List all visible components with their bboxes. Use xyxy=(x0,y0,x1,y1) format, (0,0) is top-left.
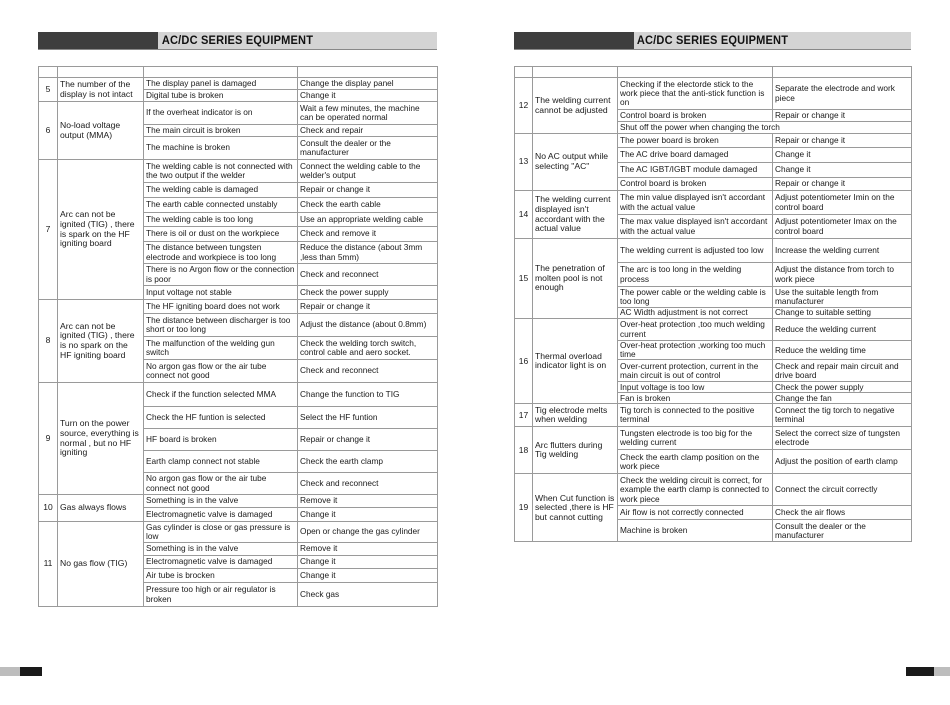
remedy-cell: Use the suitable length from manufacturer xyxy=(773,287,912,308)
remedy-cell: Change the function to TIG xyxy=(298,383,438,407)
remedy-cell: Open or change the gas cylinder xyxy=(298,522,438,543)
remedy-cell: Check the earth cable xyxy=(298,198,438,213)
fault-description-cell: When Cut function is selected ,there is HF but cannot cutting xyxy=(533,474,618,542)
fault-description-cell: No-load voltage output (MMA) xyxy=(58,102,144,160)
remedy-cell: Adjust potentiometer Imax on the control board xyxy=(773,215,912,239)
cause-cell: Something is in the valve xyxy=(144,495,298,508)
remedy-cell: Adjust the distance (about 0.8mm) xyxy=(298,314,438,337)
cause-cell: HF board is broken xyxy=(144,429,298,451)
remedy-cell: Increase the welding current xyxy=(773,239,912,263)
footer-right-block xyxy=(906,667,934,676)
remedy-cell: Check and repair main circuit and drive board xyxy=(773,360,912,382)
fault-number-cell: 12 xyxy=(515,78,533,134)
header-spacer-row xyxy=(39,67,438,78)
fault-description-cell: Tig electrode melts when welding xyxy=(533,404,618,427)
cause-cell: The HF igniting board does not work xyxy=(144,300,298,314)
footer-left-block xyxy=(20,667,42,676)
remedy-cell: Adjust the distance from torch to work piece xyxy=(773,263,912,287)
remedy-cell: Connect the welding cable to the welder's output xyxy=(298,160,438,183)
remedy-cell: Check the power supply xyxy=(298,286,438,300)
remedy-cell: Check the power supply xyxy=(773,382,912,393)
fault-number-cell: 16 xyxy=(515,319,533,404)
table-row xyxy=(515,239,912,263)
empty-header-cell xyxy=(515,67,533,78)
remedy-cell: Change it xyxy=(773,148,912,163)
remedy-cell: Change it xyxy=(298,556,438,569)
cause-cell: Checking if the electorde stick to the work piece that the anti-stick function is on xyxy=(618,78,773,110)
table-row xyxy=(39,522,438,543)
cause-cell: Electromagnetic valve is damaged xyxy=(144,556,298,569)
fault-description-cell: Turn on the power source, everything is normal , but no HF igniting xyxy=(58,383,144,495)
remedy-cell: Reduce the welding time xyxy=(773,341,912,360)
cause-cell: Earth clamp connect not stable xyxy=(144,451,298,473)
empty-header-cell xyxy=(618,67,773,78)
remedy-cell: Select the HF funtion xyxy=(298,407,438,429)
cause-cell: Check the welding circuit is correct, for example the earth clamp is connected to work piece xyxy=(618,474,773,506)
fault-description-cell: The welding current cannot be adjusted xyxy=(533,78,618,134)
cause-cell: Air flow is not correctly connected xyxy=(618,506,773,520)
cause-cell: Input voltage not stable xyxy=(144,286,298,300)
cause-cell: Digital tube is broken xyxy=(144,90,298,102)
remedy-cell: Select the correct size of tungsten electrode xyxy=(773,427,912,450)
cause-cell: The distance between tungsten electrode and workpiece is too long xyxy=(144,242,298,264)
fault-number-cell: 8 xyxy=(39,300,58,383)
footer-left-stripe xyxy=(0,667,20,676)
cause-cell: The welding cable is damaged xyxy=(144,183,298,198)
cause-cell: The arc is too long in the welding process xyxy=(618,263,773,287)
remedy-cell: Remove it xyxy=(298,495,438,508)
table-row xyxy=(515,78,912,110)
remedy-cell: Separate the electrode and work piece xyxy=(773,78,912,110)
remedy-cell: Change the display panel xyxy=(298,78,438,90)
remedy-cell: Change it xyxy=(773,163,912,178)
cause-cell: Tungsten electrode is too big for the welding current xyxy=(618,427,773,450)
empty-header-cell xyxy=(144,67,298,78)
empty-header-cell xyxy=(298,67,438,78)
cause-cell: The malfunction of the welding gun switch xyxy=(144,337,298,360)
remedy-cell: Repair or change it xyxy=(773,110,912,122)
fault-number-cell: 19 xyxy=(515,474,533,542)
fault-number-cell: 5 xyxy=(39,78,58,102)
remedy-cell: Change it xyxy=(298,90,438,102)
cause-cell: The power board is broken xyxy=(618,134,773,148)
cause-cell: Pressure too high or air regulator is broken xyxy=(144,583,298,607)
cause-cell: The welding cable is not connected with the two output if the welder xyxy=(144,160,298,183)
fault-description-cell: Thermal overload indicator light is on xyxy=(533,319,618,404)
empty-header-cell xyxy=(39,67,58,78)
cause-cell: Check if the function selected MMA xyxy=(144,383,298,407)
table-row xyxy=(39,495,438,508)
fault-number-cell: 13 xyxy=(515,134,533,191)
cause-cell: Machine is broken xyxy=(618,520,773,542)
remedy-cell: Repair or change it xyxy=(298,183,438,198)
cause-cell: There is oil or dust on the workpiece xyxy=(144,227,298,242)
fault-description-cell: Arc can not be ignited (TIG) , there is spark on the HF igniting board xyxy=(58,160,144,300)
cause-cell: The welding cable is too long xyxy=(144,213,298,227)
fault-number-cell: 15 xyxy=(515,239,533,319)
remedy-cell: Change the fan xyxy=(773,393,912,404)
cause-cell: The min value displayed isn't accordant with the actual value xyxy=(618,191,773,215)
cause-cell: If the overheat indicator is on xyxy=(144,102,298,125)
remedy-cell: Check and reconnect xyxy=(298,473,438,495)
fault-number-cell: 18 xyxy=(515,427,533,474)
remedy-cell: Check and remove it xyxy=(298,227,438,242)
right-troubleshooting-table xyxy=(514,66,912,542)
merged-note-cell: Shut off the power when changing the torch xyxy=(618,122,912,134)
cause-cell: The machine is broken xyxy=(144,137,298,160)
cause-cell: Control board is broken xyxy=(618,110,773,122)
cause-cell: The max value displayed isn't accordant with the actual value xyxy=(618,215,773,239)
table-row xyxy=(39,383,438,407)
cause-cell: Control board is broken xyxy=(618,178,773,191)
fault-number-cell: 7 xyxy=(39,160,58,300)
table-row xyxy=(39,78,438,90)
cause-cell: Something is in the valve xyxy=(144,543,298,556)
remedy-cell: Repair or change it xyxy=(298,300,438,314)
cause-cell: No argon gas flow or the air tube connect not good xyxy=(144,473,298,495)
empty-header-cell xyxy=(58,67,144,78)
fault-number-cell: 14 xyxy=(515,191,533,239)
table-row xyxy=(39,300,438,314)
cause-cell: Electromagnetic valve is damaged xyxy=(144,508,298,522)
fault-description-cell: Arc can not be ignited (TIG) , there is no spark on the HF igniting board xyxy=(58,300,144,383)
fault-description-cell: The penetration of molten pool is not enough xyxy=(533,239,618,319)
table-row xyxy=(515,474,912,506)
right-header-bar xyxy=(514,32,911,50)
cause-cell: Check the HF funtion is selected xyxy=(144,407,298,429)
left-header-title: AC/DC SERIES EQUIPMENT xyxy=(161,33,314,47)
fault-number-cell: 10 xyxy=(39,495,58,522)
remedy-cell: Change it xyxy=(298,569,438,583)
header-spacer-row xyxy=(515,67,912,78)
cause-cell: Over-current protection, current in the main circuit is out of control xyxy=(618,360,773,382)
remedy-cell: Remove it xyxy=(298,543,438,556)
fault-description-cell: The welding current displayed isn't accordant with the actual value xyxy=(533,191,618,239)
cause-cell: The main circuit is broken xyxy=(144,125,298,137)
remedy-cell: Repair or change it xyxy=(298,429,438,451)
remedy-cell: Adjust potentiometer Imin on the control board xyxy=(773,191,912,215)
footer-right-stripe xyxy=(934,667,950,676)
remedy-cell: Check and reconnect xyxy=(298,264,438,286)
empty-header-cell xyxy=(773,67,912,78)
cause-cell: AC Width adjustment is not correct xyxy=(618,308,773,319)
cause-cell: Fan is broken xyxy=(618,393,773,404)
fault-number-cell: 6 xyxy=(39,102,58,160)
remedy-cell: Consult the dealer or the manufacturer xyxy=(773,520,912,542)
cause-cell: There is no Argon flow or the connection is poor xyxy=(144,264,298,286)
table-row xyxy=(515,134,912,148)
remedy-cell: Repair or change it xyxy=(773,178,912,191)
cause-cell: The distance between discharger is too short or too long xyxy=(144,314,298,337)
cause-cell: The welding current is adjusted too low xyxy=(618,239,773,263)
remedy-cell: Repair or change it xyxy=(773,134,912,148)
cause-cell: The AC drive board damaged xyxy=(618,148,773,163)
remedy-cell: Adjust the position of earth clamp xyxy=(773,450,912,474)
remedy-cell: Reduce the distance (about 3mm ,less than 5mm) xyxy=(298,242,438,264)
remedy-cell: Connect the circuit correctly xyxy=(773,474,912,506)
remedy-cell: Reduce the welding current xyxy=(773,319,912,341)
remedy-cell: Connect the tig torch to negative terminal xyxy=(773,404,912,427)
fault-description-cell: Gas always flows xyxy=(58,495,144,522)
cause-cell: The display panel is damaged xyxy=(144,78,298,90)
fault-number-cell: 9 xyxy=(39,383,58,495)
remedy-cell: Check the earth clamp xyxy=(298,451,438,473)
cause-cell: No argon gas flow or the air tube connect not good xyxy=(144,360,298,383)
table-row xyxy=(515,319,912,341)
table-row xyxy=(39,160,438,183)
left-header-bar xyxy=(38,32,437,50)
remedy-cell: Consult the dealer or the manufacturer xyxy=(298,137,438,160)
cause-cell: Input voltage is too low xyxy=(618,382,773,393)
fault-description-cell: No gas flow (TIG) xyxy=(58,522,144,607)
cause-cell: Check the earth clamp position on the work piece xyxy=(618,450,773,474)
cause-cell: Over-heat protection ,too much welding current xyxy=(618,319,773,341)
remedy-cell: Change to suitable setting xyxy=(773,308,912,319)
remedy-cell: Check the welding torch switch, control cable and aero socket. xyxy=(298,337,438,360)
fault-description-cell: Arc flutters during Tig welding xyxy=(533,427,618,474)
cause-cell: Air tube is brocken xyxy=(144,569,298,583)
cause-cell: Over-heat protection ,working too much time xyxy=(618,341,773,360)
remedy-cell: Use an appropriate welding cable xyxy=(298,213,438,227)
table-row xyxy=(39,102,438,125)
fault-description-cell: No AC output while selecting "AC" xyxy=(533,134,618,191)
cause-cell: The AC IGBT/IGBT module damaged xyxy=(618,163,773,178)
fault-number-cell: 17 xyxy=(515,404,533,427)
empty-header-cell xyxy=(533,67,618,78)
cause-cell: The power cable or the welding cable is too long xyxy=(618,287,773,308)
left-troubleshooting-table xyxy=(38,66,438,607)
table-row xyxy=(515,191,912,215)
cause-cell: Gas cylinder is close or gas pressure is low xyxy=(144,522,298,543)
fault-description-cell: The number of the display is not intact xyxy=(58,78,144,102)
remedy-cell: Check and reconnect xyxy=(298,360,438,383)
remedy-cell: Check the air flows xyxy=(773,506,912,520)
cause-cell: Tig torch is connected to the positive terminal xyxy=(618,404,773,427)
remedy-cell: Change it xyxy=(298,508,438,522)
table-row xyxy=(515,404,912,427)
remedy-cell: Check gas xyxy=(298,583,438,607)
remedy-cell: Check and repair xyxy=(298,125,438,137)
right-header-title: AC/DC SERIES EQUIPMENT xyxy=(636,33,789,47)
cause-cell: The earth cable connected unstably xyxy=(144,198,298,213)
fault-number-cell: 11 xyxy=(39,522,58,607)
remedy-cell: Wait a few minutes, the machine can be operated normal xyxy=(298,102,438,125)
table-row xyxy=(515,427,912,450)
